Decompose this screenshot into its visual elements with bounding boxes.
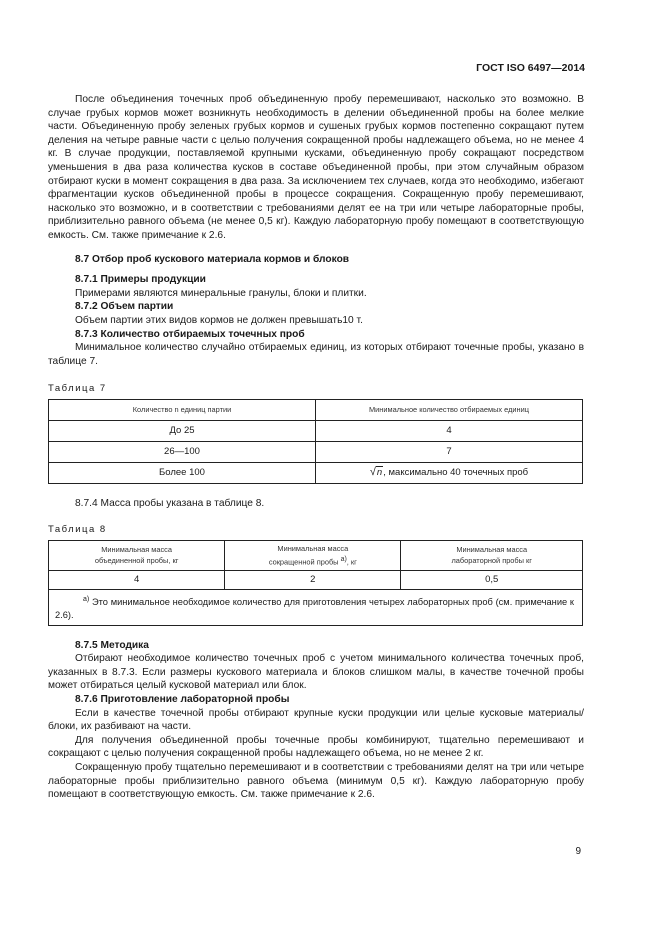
table-8 <box>48 540 583 626</box>
section-8-7-6-para-2: Для получения объединенной пробы точечные пробы комбинируют, тщательно перемешивают и сокращают с целью получения сокращенной пробы надлежащего объема, но не менее 2 кг. <box>48 734 584 760</box>
section-8-7-6-para-3: Сокращенную пробу тщательно перемешивают и в соответствии с требованиями делят на три или четыре лабораторные пробы приблизительно равного объема (минимум 0,5 кг). Каждую лабораторную пробу помещают в соответствующую емкость. См. также примечание к 2.6. <box>48 761 584 801</box>
table-row <box>49 462 583 483</box>
section-8-7-6-heading: 8.7.6 Приготовление лабораторной пробы <box>75 694 290 705</box>
square-root-formula <box>370 466 383 480</box>
table-footnote-row <box>49 589 583 625</box>
table-cell: 4 <box>49 570 225 589</box>
table-header-row <box>49 541 583 570</box>
section-8-7-2-text: Объем партии этих видов кормов не должен превышать10 т. <box>75 314 363 326</box>
section-8-7-5-text: Отбирают необходимое количество точечных проб с учетом минимального количества точечных проб, указанных в 8.7.3. Если размеры кускового материала и блоков слишком малы, в качестве точечной пробы может отбираться целый кусковой материал или блок. <box>48 653 584 692</box>
intro-paragraph: После объединения точечных проб объединенную пробу перемешивают, насколько это возможно. В случае грубых кормов может возникнуть необходимость в делении объединенной пробы на более мелкие части. Объединенную пробу зеленых грубых кормов и сушеных грубых кормов постепенно сокращают путем деления на четыре равные части с целью получения сокращенной пробы надлежащего объема, но не менее 4 кг. В случае продукции, поставляемой крупными кусками, объединенную пробу сокращают посредством уменьшения в два раза количества кусков в составе объединенной пробы, при этом случайным образом отбирают куски в момент сокращения в два раза. За исключением тех случаев, когда это необходимо, избегают фрагментации кусков объединенной пробы в процессе сокращения. Сокращенную пробу перемешивают, насколько это возможно, и в соответствии с требованиями делят ее на три или четыре лабораторные пробы, приблизительно равного объема (не менее 0,5 кг). Каждую лабораторную пробу помещают в соответствующую емкость. См. также примечание к 2.6. <box>48 94 584 241</box>
table-cell: До 25 <box>49 420 316 441</box>
section-8-7-6-para-1: Если в качестве точечной пробы отбирают крупные куски продукции или целые кусковые материалы/блоки, их разбивают на части. <box>48 707 584 733</box>
page-number: 9 <box>575 846 581 857</box>
table-cell: 4 <box>316 420 583 441</box>
footnote-reference: а) <box>340 556 347 564</box>
section-8-7-4-text: 8.7.4 Масса пробы указана в таблице 8. <box>75 497 265 509</box>
table-header-cell: Количество n единиц партии <box>49 399 316 420</box>
header-line: объединенной пробы, кг <box>94 556 179 566</box>
table-header-row <box>49 399 583 420</box>
section-8-7-3-text: Минимальное количество случайно отбираемых единиц, из которых отбирают точечные пробы, указано в таблице 7. <box>48 342 584 367</box>
table-cell: 26—100 <box>49 441 316 462</box>
table-cell: 2 <box>225 570 401 589</box>
formula-comma: , <box>383 467 386 479</box>
header-line: сокращенной пробы <box>268 557 339 567</box>
table-cell: Более 100 <box>49 462 316 483</box>
table-8-caption: Таблица 8 <box>48 524 107 536</box>
square-root-icon: √ <box>369 466 376 479</box>
header-line: лабораторной пробы кг <box>451 556 532 566</box>
table-header-cell <box>225 541 401 570</box>
section-8-7-2-heading: 8.7.2 Объем партии <box>75 301 174 313</box>
document-code: ГОСТ ISO 6497—2014 <box>476 62 585 74</box>
section-8-7-1-heading: 8.7.1 Примеры продукции <box>75 274 206 286</box>
section-8-7-heading: 8.7 Отбор проб кускового материала кормов и блоков <box>75 253 350 265</box>
header-line: Минимальная масса <box>101 545 172 555</box>
footnote-text: Это минимальное необходимое количество для приготовления четырех лабораторных проб (см. примечание к 2.6). <box>55 596 574 620</box>
table-header-cell <box>401 541 583 570</box>
footnote-mark: а) <box>83 595 90 603</box>
section-8-7-5-heading: 8.7.5 Методика <box>75 639 149 651</box>
table-row <box>49 420 583 441</box>
table-row <box>49 441 583 462</box>
section-8-7-3-heading: 8.7.3 Количество отбираемых точечных проб <box>75 328 305 340</box>
page-content <box>48 93 584 802</box>
header-line: Минимальная масса <box>456 545 528 555</box>
table-row <box>49 570 583 589</box>
section-8-7-1-text: Примерами являются минеральные гранулы, блоки и плитки. <box>75 287 367 299</box>
formula-variable: n <box>376 467 383 479</box>
header-line: , кг <box>346 557 357 567</box>
table-7-caption: Таблица 7 <box>48 383 107 395</box>
table-cell: 0,5 <box>401 570 583 589</box>
header-line: Минимальная масса <box>277 544 349 554</box>
table-header-cell: Минимальное количество отбираемых единиц <box>316 399 583 420</box>
table-cell-text: максимально 40 точечных проб <box>388 467 529 479</box>
table-cell <box>316 462 583 483</box>
table-cell: 7 <box>316 441 583 462</box>
table-header-cell <box>49 541 225 570</box>
table-7 <box>48 399 583 484</box>
table-footnote <box>49 589 583 625</box>
